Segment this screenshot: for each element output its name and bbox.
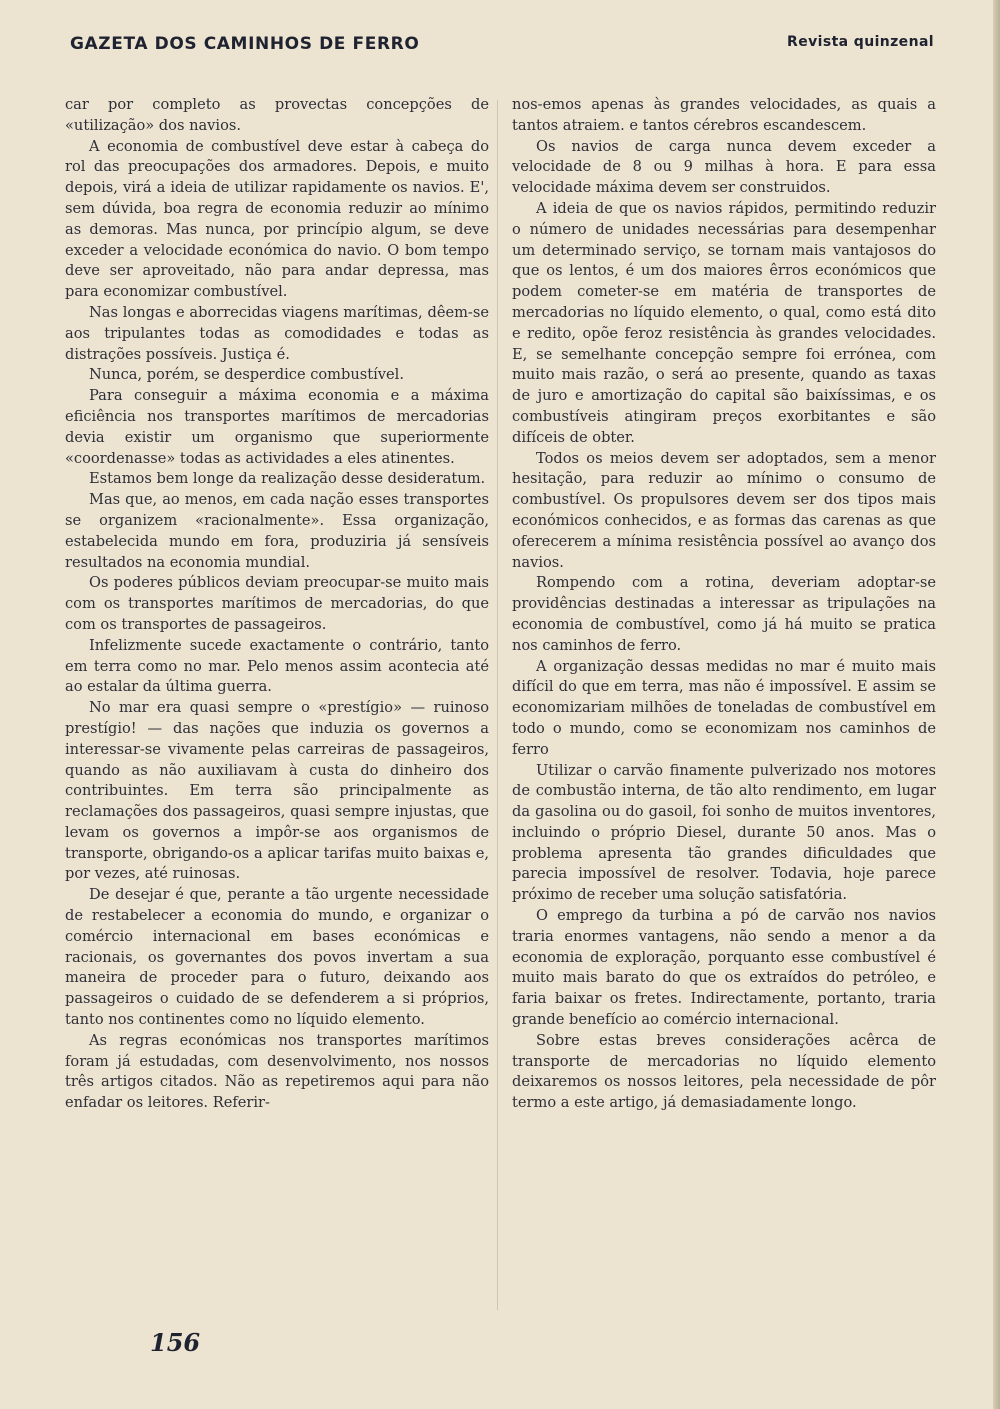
paragraph: A ideia de que os navios rápidos, permitindo reduzir o número de unidades necessárias para desempenhar um determinado serviço, se tornam mais vantajosos do que os lentos, é um dos maiores êrros económicos que podem cometer-se em matéria de transportes de mercadorias no líquido elemento, o qual, como está dito e redito, opõe feroz resistência às grandes velocidades. E, se semelhante concepção sempre foi errónea, com muito mais razão, o será ao presente, quando as taxas de juro e amortização do capital são baixíssimas, e os combustíveis atingiram preços exorbitantes e são difíceis de obter. <box>512 199 936 446</box>
paragraph: O emprego da turbina a pó de carvão nos navios traria enormes vantagens, não sendo a menor a da economia de exploração, porquanto esse combustível é muito mais barato do que os extraídos do petróleo, e faria baixar os fretes. Indirectamente, portanto, traria grande benefício ao comércio internacional. <box>512 907 936 1029</box>
paragraph: Mas que, ao menos, em cada nação esses transportes se organizem «racionalmente». Essa organização, estabelecida mundo em fora, produziria já sensíveis resultados na economia mundial. <box>65 491 489 571</box>
text-column-right <box>512 95 936 1114</box>
paragraph: Para conseguir a máxima economia e a máxima eficiência nos transportes marítimos de mercadorias devia existir um organismo que superiormente «coordenasse» todas as actividades a eles atinentes. <box>65 387 489 467</box>
paragraph: Sobre estas breves considerações acêrca de transporte de mercadorias no líquido elemento deixaremos os nossos leitores, pela necessidade de pôr termo a este artigo, já demasiadamente longo. <box>512 1031 936 1112</box>
paragraph: Os navios de carga nunca devem exceder a velocidade de 8 ou 9 milhas à hora. E para essa velocidade máxima devem ser construidos. <box>512 137 936 197</box>
paragraph: Infelizmente sucede exactamente o contrário, tanto em terra como no mar. Pelo menos assim acontecia até ao estalar da última guerra. <box>65 636 489 696</box>
paragraph: De desejar é que, perante a tão urgente necessidade de restabelecer a economia do mundo, e organizar o comércio internacional em bases económicas e racionais, os governantes dos povos invertam a sua maneira de proceder para o futuro, deixando aos passageiros o cuidado de se defenderem a si próprios, tanto nos continentes como no líquido elemento. <box>65 886 489 1029</box>
text-column-left <box>65 95 489 1114</box>
paragraph: car por completo as provectas concepções de «utilização» dos navios. <box>65 96 489 134</box>
paragraph: No mar era quasi sempre o «prestígio» — ruinoso prestígio! — das nações que induzia os governos a interessar-se vivamente pelas carreiras de passageiros, quando as não auxiliavam à custa do dinheiro dos contribuintes. Em terra são principalmente as reclamações dos passageiros, quasi sempre injustas, que levam os governos a impôr-se aos organismos de transporte, obrigando-os a aplicar tarifas muito baixas e, por vezes, até ruinosas. <box>65 699 489 883</box>
paragraph: A organização dessas medidas no mar é muito mais difícil do que em terra, mas não é impossível. E assim se economizariam milhões de toneladas de combustível em todo o mundo, como se economizam nos caminhos de ferro <box>512 657 936 758</box>
paragraph: A economia de combustível deve estar à cabeça do rol das preocupações dos armadores. Depois, e muito depois, virá a ideia de utilizar rapidamente os navios. E', sem dúvida, boa regra de economia reduzir ao mínimo as demoras. Mas nunca, por princípio algum, se deve exceder a velocidade económica do navio. O bom tempo deve ser aproveitado, não para andar depressa, mas para economizar combustível. <box>65 137 489 301</box>
paragraph: Estamos bem longe da realização desse desideratum. <box>89 470 486 488</box>
paragraph: Todos os meios devem ser adoptados, sem a menor hesitação, para reduzir ao mínimo o consumo de combustível. Os propulsores devem ser dos tipos mais económicos conhecidos, e as formas das carenas as que oferecerem a mínima resistência possível ao avanço dos navios. <box>512 449 936 571</box>
paragraph: Os poderes públicos deviam preocupar-se muito mais com os transportes marítimos de mercadorias, do que com os transportes de passageiros. <box>65 574 489 633</box>
paragraph: nos-emos apenas às grandes velocidades, as quais a tantos atraiem. e tantos cérebros escandescem. <box>512 96 936 134</box>
publication-title: GAZETA DOS CAMINHOS DE FERRO <box>70 34 420 54</box>
column-divider <box>497 100 498 1310</box>
paragraph: As regras económicas nos transportes marítimos foram já estudadas, com desenvolvimento, nos nossos três artigos citados. Não as repetiremos aqui para não enfadar os leitores. Referir- <box>65 1031 489 1112</box>
publication-subtitle: Revista quinzenal <box>787 34 934 50</box>
paragraph: Rompendo com a rotina, deveriam adoptar-se providências destinadas a interessar as tripulações na economia de combustível, como já há muito se pratica nos caminhos de ferro. <box>512 574 936 654</box>
paragraph: Nas longas e aborrecidas viagens marítimas, dêem-se aos tripulantes todas as comodidades e todas as distrações possíveis. Justiça é. <box>65 303 489 363</box>
page-number: 156 <box>150 1328 201 1357</box>
paragraph: Utilizar o carvão finamente pulverizado nos motores de combustão interna, de tão alto rendimento, em lugar da gasolina ou do gasoil, foi sonho de muitos inventores, incluindo o próprio Diesel, durante 50 anos. Mas o problema apresenta tão grandes dificuldades que parecia impossível de resolver. Todavia, hoje parece próximo de receber uma solução satisfatória. <box>512 761 936 904</box>
paragraph: Nunca, porém, se desperdice combustível. <box>89 366 404 384</box>
page-edge <box>993 0 1000 1409</box>
